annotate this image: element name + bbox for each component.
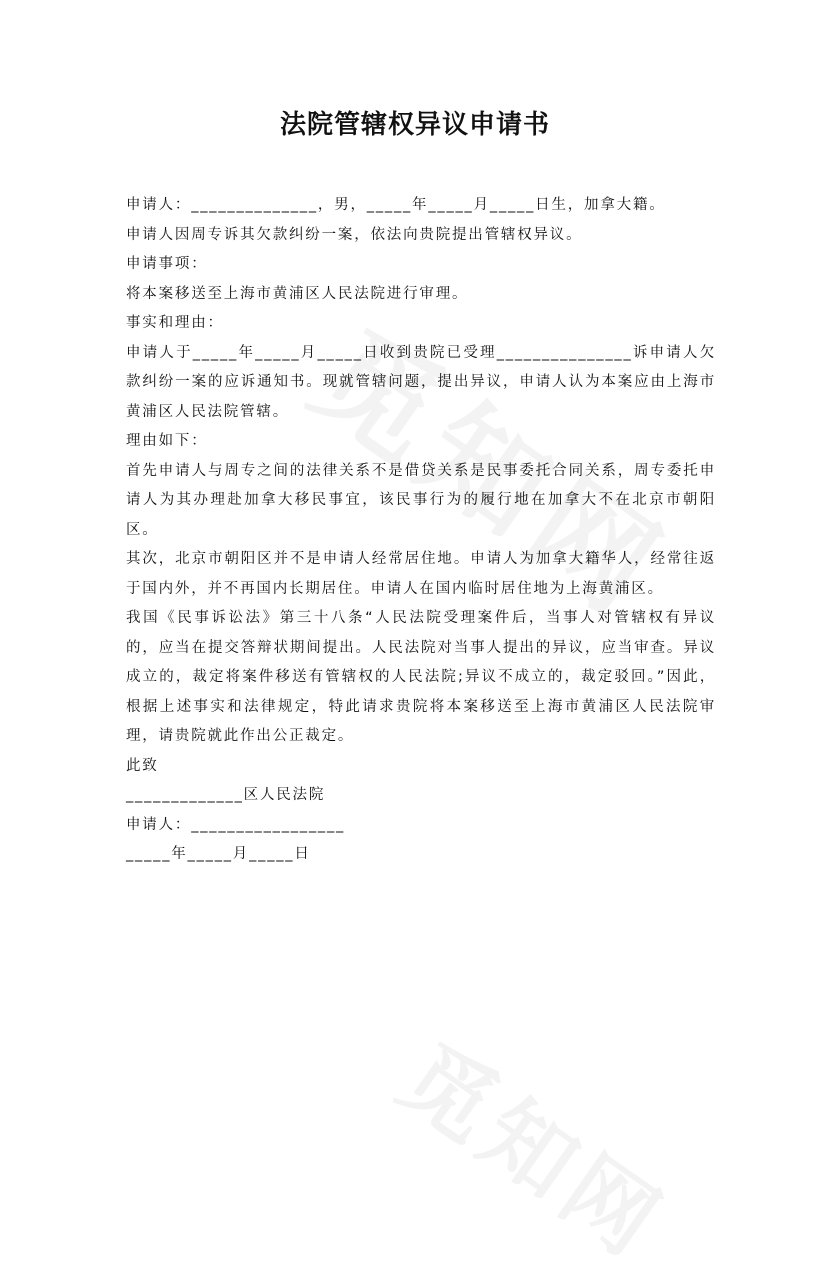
applicant-info-paragraph: 申请人：______________，男，_____年_____月_____日生，加拿大籍。 xyxy=(126,197,666,213)
watermark xyxy=(379,1007,694,1282)
reasons-heading: 理由如下： xyxy=(126,433,208,449)
case-intro-paragraph: 申请人因周专诉其欠款纠纷一案，依法向贵院提出管辖权异议。 xyxy=(126,226,583,243)
legal-basis-paragraph: 我国《民事诉讼法》第三十八条“人民法院受理案件后，当事人对管辖权有异议的，应当在提交答辩状期间提出。人民法院对当事人提出的异议，应当审查。异议成立的，裁定将案件移送有管辖权的人民法院;异议不成立的，裁定驳回。”因此，根据上述事实和法律规定，特此请求贵院将本案移送至上海市黄浦区人民法院审理，请贵院就此作出公正裁定。 xyxy=(126,610,716,744)
reason-second-paragraph: 其次，北京市朝阳区并不是申请人经常居住地。申请人为加拿大籍华人，经常往返于国内外，并不再国内长期居住。申请人在国内临时居住地为上海黄浦区。 xyxy=(126,551,716,597)
request-paragraph: 将本案移送至上海市黄浦区人民法院进行审理。 xyxy=(126,285,469,302)
applicant-signature-line: 申请人：_________________ xyxy=(126,816,346,833)
document-body xyxy=(126,191,716,870)
document-title: 法院管辖权异议申请书 xyxy=(279,110,550,140)
request-heading: 申请事项： xyxy=(126,256,208,272)
salutation: 此致 xyxy=(126,757,159,774)
reason-first-paragraph: 首先申请人与周专之间的法律关系不是借贷关系是民事委托合同关系，周专委托申请人为其办理赴加拿大移民事宜，该民事行为的履行地在加拿大不在北京市朝阳区。 xyxy=(126,462,716,538)
notice-paragraph: 申请人于_____年_____月_____日收到贵院已受理_______________诉申请人欠款纠纷一案的应诉通知书。现就管辖问题，提出异议，申请人认为本案应由上海市黄浦区人民法院管辖。 xyxy=(126,344,716,420)
court-line: _____________区人民法院 xyxy=(126,787,326,803)
date-line: _____年_____月_____日 xyxy=(126,846,311,862)
facts-heading: 事实和理由： xyxy=(126,315,224,331)
